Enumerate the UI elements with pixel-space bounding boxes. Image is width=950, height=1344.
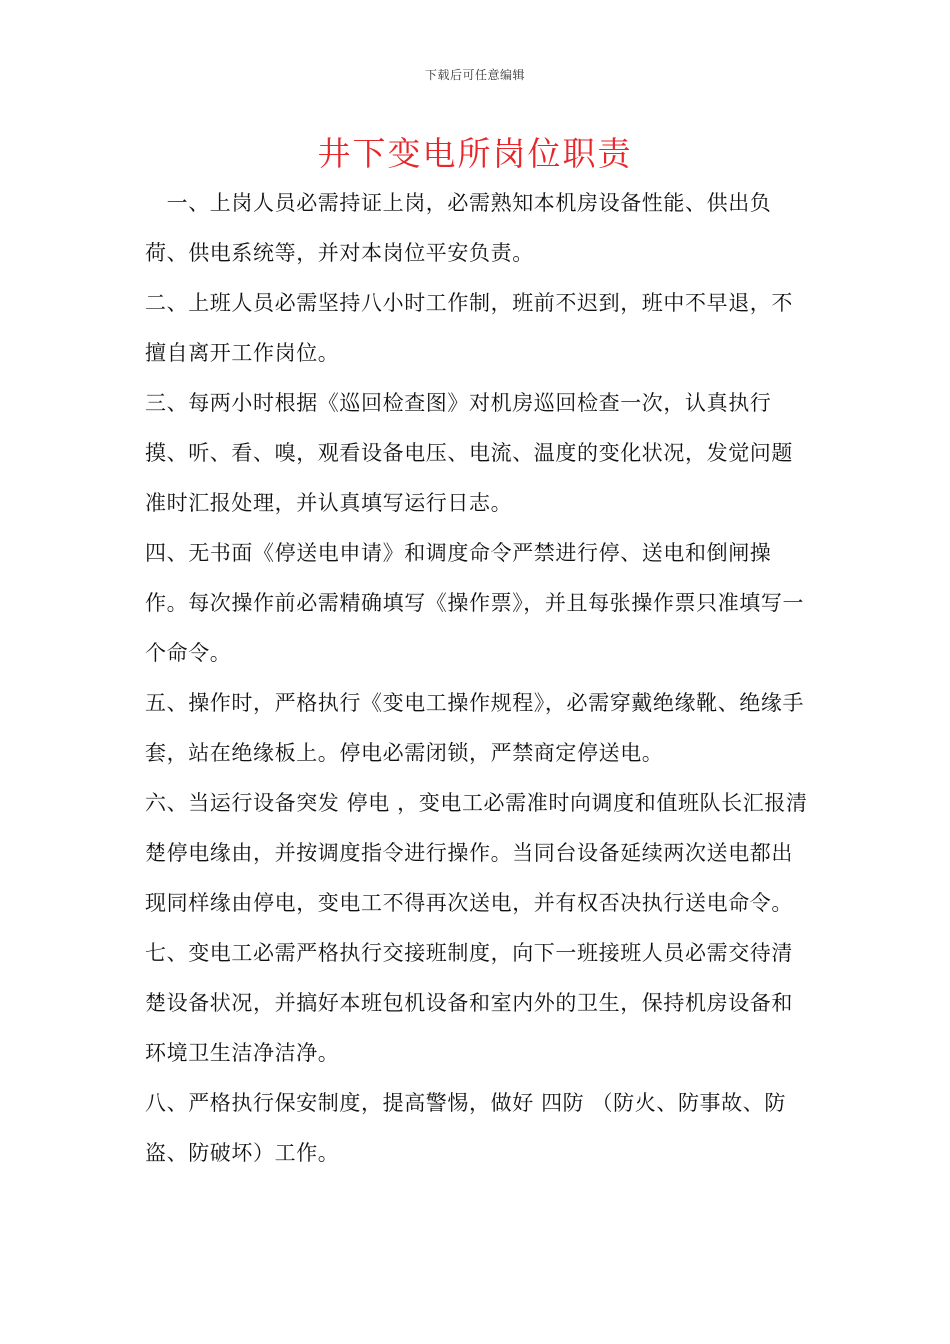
clause-5: 五、操作时，严格执行《变电工操作规程》，必需穿戴绝缘靴、绝缘手套，站在绝缘板上。停电必需闭锁，严禁商定停送电。	[145, 691, 805, 765]
clause-2: 二、上班人员必需坚持八小时工作制，班前不迟到，班中不早退，不擅自离开工作岗位。	[145, 291, 793, 365]
clause-8: 八、严格执行保安制度，提高警惕，做好 四防 （防火、防事故、防盗、防破坏）工作。	[145, 1091, 786, 1165]
clause-3: 三、每两小时根据《巡回检查图》对机房巡回检查一次，认真执行摸、听、看、嗅，观看设备电压、电流、温度的变化状况，发觉问题准时汇报处理，并认真填写运行日志。	[145, 391, 793, 515]
clause-7: 七、变电工必需严格执行交接班制度，向下一班接班人员必需交待清楚设备状况，并搞好本班包机设备和室内外的卫生，保持机房设备和环境卫生洁净洁净。	[145, 941, 793, 1065]
document-body	[145, 178, 809, 1178]
clause-1: 一、上岗人员必需持证上岗，必需熟知本机房设备性能、供出负荷、供电系统等，并对本岗位平安负责。	[145, 191, 772, 265]
document-title: 井下变电所岗位职责	[317, 134, 633, 173]
clause-4: 四、无书面《停送电申请》和调度命令严禁进行停、送电和倒闸操作。每次操作前必需精确填写《操作票》，并且每张操作票只准填写一个命令。	[145, 541, 805, 665]
header-note: 下载后可任意编辑	[424, 68, 525, 82]
clause-6: 六、当运行设备突发 停电 ，变电工必需准时向调度和值班队长汇报清楚停电缘由，并按调度指令进行操作。当同台设备延续两次送电都出现同样缘由停电，变电工不得再次送电，并有权否决执行送电命令。	[145, 791, 808, 915]
